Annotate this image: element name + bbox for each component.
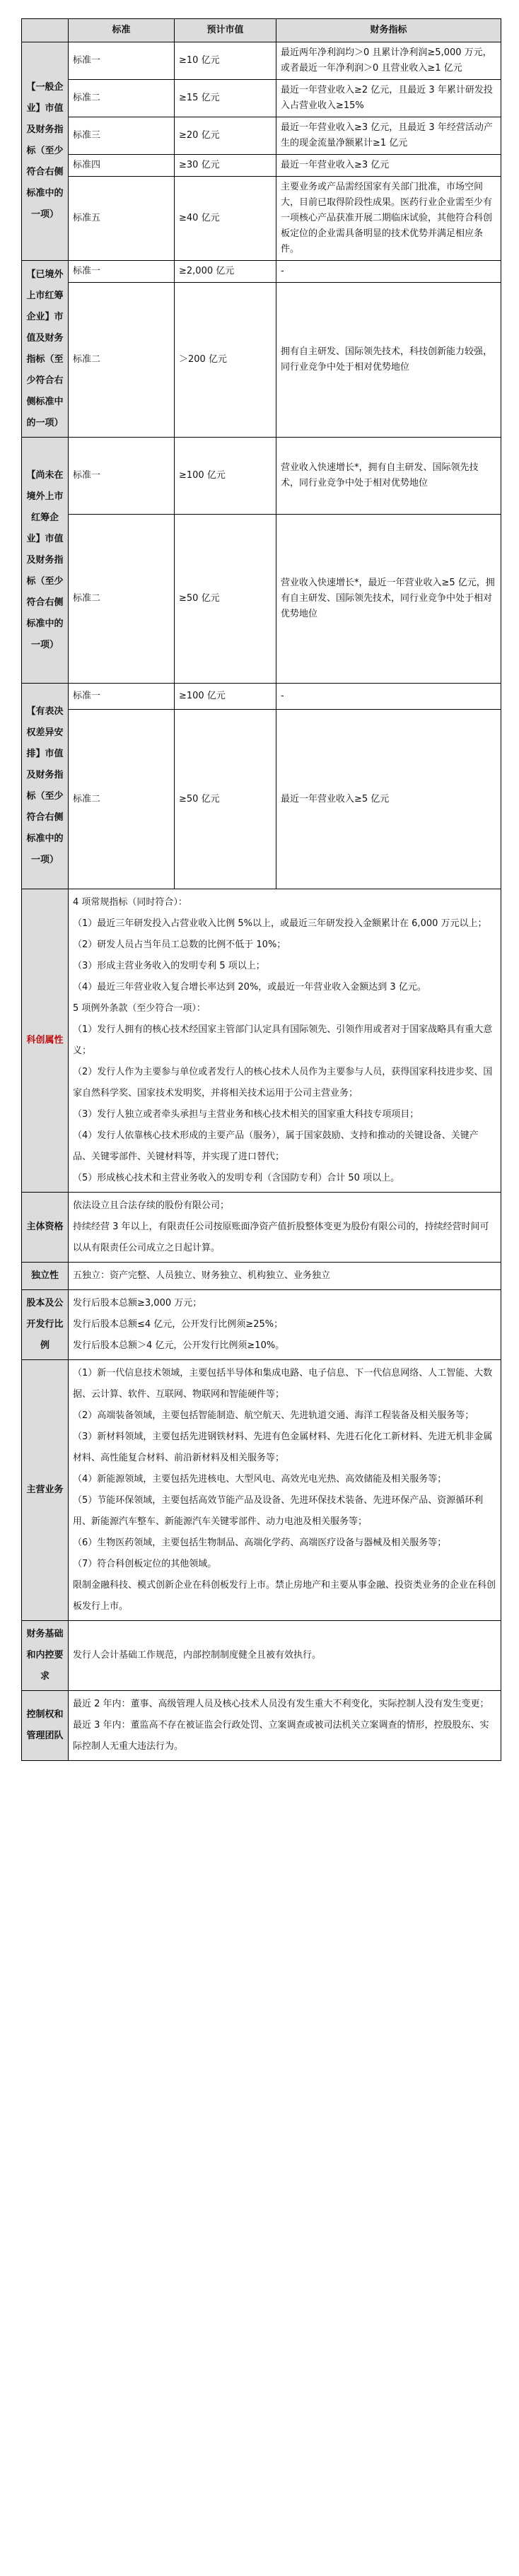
financial-cell: - bbox=[276, 684, 501, 710]
kechuang-line: （4）最近三年营业收入复合增长率达到 20%，或最近一年营业收入金额达到 3 亿元。 bbox=[73, 982, 426, 993]
subject-content bbox=[69, 1193, 501, 1263]
kechuang-line: （1）最近三年研发投入占营业收入比例 5%以上，或最近三年研发投入金额累计在 6,000 万元以上； bbox=[73, 918, 487, 929]
table-row bbox=[22, 1263, 501, 1290]
equity-content bbox=[69, 1290, 501, 1360]
equity-line: 发行后股本总额＞4 亿元，公开发行比例须≥10%。 bbox=[73, 1340, 285, 1351]
standard-cell: 标准四 bbox=[69, 155, 175, 177]
table-header-row bbox=[22, 19, 501, 42]
market-cap-cell: ≥40 亿元 bbox=[175, 177, 276, 261]
financial-cell: 最近一年营业收入≥3 亿元 bbox=[276, 155, 501, 177]
header-blank bbox=[22, 19, 69, 42]
kechuang-line: （5）形成核心技术和主营业务收入的发明专利（含国防专利）合计 50 项以上。 bbox=[73, 1173, 400, 1183]
category-vote-diff: 【有表决权差异安排】市值及财务指标（至少符合右侧标准中的一项） bbox=[22, 684, 69, 889]
subject-line: 依法设立且合法存续的股份有限公司； bbox=[73, 1200, 230, 1211]
table-row bbox=[22, 155, 501, 177]
financial-cell: 最近一年营业收入≥3 亿元，且最近 3 年经营活动产生的现金流量净额累计≥1 亿元 bbox=[276, 117, 501, 155]
equity-line: 发行后股本总额≥3,000 万元； bbox=[73, 1298, 202, 1309]
table-row bbox=[22, 515, 501, 684]
business-line: （7）符合科创板定位的其他领域。 bbox=[73, 1559, 217, 1569]
business-line: （2）高端装备领域，主要包括智能制造、航空航天、先进轨道交通、海洋工程装备及相关服务等； bbox=[73, 1410, 474, 1421]
table-row bbox=[22, 1360, 501, 1621]
header-standard: 标准 bbox=[69, 19, 175, 42]
business-line: 限制金融科技、模式创新企业在科创板发行上市。禁止房地产和主要从事金融、投资类业务的企业在科创板发行上市。 bbox=[73, 1580, 496, 1612]
market-cap-cell: ≥50 亿元 bbox=[175, 710, 276, 889]
standard-cell: 标准一 bbox=[69, 684, 175, 710]
table-row bbox=[22, 117, 501, 155]
market-cap-cell: ≥100 亿元 bbox=[175, 684, 276, 710]
market-cap-cell: ≥100 亿元 bbox=[175, 438, 276, 515]
standard-cell: 标准二 bbox=[69, 515, 175, 684]
category-independence: 独立性 bbox=[22, 1263, 69, 1290]
market-cap-cell: ≥10 亿元 bbox=[175, 42, 276, 80]
category-unlisted-redchip: 【尚未在境外上市红筹企业】市值及财务指标（至少符合右侧标准中的一项） bbox=[22, 438, 69, 684]
financial-cell: 主要业务或产品需经国家有关部门批准，市场空间大，目前已取得阶段性成果。医药行业企业需至少有一项核心产品获准开展二期临床试验，其他符合科创板定位的企业需具备明显的技术优势并满足相应条件。 bbox=[276, 177, 501, 261]
category-general: 【一般企业】市值及财务指标（至少符合右侧标准中的一项） bbox=[22, 42, 69, 261]
financial-cell: 营业收入快速增长*，拥有自主研发、国际领先技术，同行业竞争中处于相对优势地位 bbox=[276, 438, 501, 515]
equity-line: 发行后股本总额≤4 亿元，公开发行比例须≥25%； bbox=[73, 1319, 284, 1330]
market-cap-cell: ≥20 亿元 bbox=[175, 117, 276, 155]
control-content bbox=[69, 1691, 501, 1761]
standard-cell: 标准五 bbox=[69, 177, 175, 261]
standard-cell: 标准一 bbox=[69, 438, 175, 515]
standard-cell: 标准二 bbox=[69, 710, 175, 889]
table-row bbox=[22, 1621, 501, 1691]
category-business: 主营业务 bbox=[22, 1360, 69, 1621]
market-cap-cell: ≥15 亿元 bbox=[175, 80, 276, 117]
table-row bbox=[22, 283, 501, 438]
requirements-table bbox=[21, 18, 501, 1761]
kechuang-content bbox=[69, 889, 501, 1193]
financial-cell: - bbox=[276, 261, 501, 283]
subject-line: 持续经营 3 年以上，有限责任公司按原账面净资产值折股整体变更为股份有限公司的，持续经营时间可以从有限责任公司成立之日起计算。 bbox=[73, 1222, 489, 1253]
business-line: （1）新一代信息技术领域，主要包括半导体和集成电路、电子信息、下一代信息网络、人工智能、大数据、云计算、软件、互联网、物联网和智能硬件等； bbox=[73, 1368, 493, 1400]
category-equity: 股本及公开发行比例 bbox=[22, 1290, 69, 1360]
kechuang-line: （1）发行人拥有的核心技术经国家主管部门认定具有国际领先、引领作用或者对于国家战略具有重大意义； bbox=[73, 1024, 493, 1056]
financial-cell: 最近一年营业收入≥2 亿元，且最近 3 年累计研发投入占营业收入≥15% bbox=[276, 80, 501, 117]
category-kechuang: 科创属性 bbox=[22, 889, 69, 1193]
market-cap-cell: ≥2,000 亿元 bbox=[175, 261, 276, 283]
kechuang-line: （4）发行人依靠核心技术形成的主要产品（服务），属于国家鼓励、支持和推动的关键设备、关键产品、关键零部件、关键材料等，并实现了进口替代； bbox=[73, 1130, 479, 1162]
table-row bbox=[22, 710, 501, 889]
table-row bbox=[22, 889, 501, 1193]
category-listed-redchip: 【已境外上市红筹企业】市值及财务指标（至少符合右侧标准中的一项） bbox=[22, 261, 69, 438]
table-row bbox=[22, 261, 501, 283]
category-subject: 主体资格 bbox=[22, 1193, 69, 1263]
financial-cell: 最近一年营业收入≥5 亿元 bbox=[276, 710, 501, 889]
standard-cell: 标准一 bbox=[69, 42, 175, 80]
kechuang-line: （2）研发人员占当年员工总数的比例不低于 10%； bbox=[73, 939, 286, 950]
kechuang-line: （3）形成主营业务收入的发明专利 5 项以上； bbox=[73, 961, 265, 971]
control-line: 最近 2 年内：董事、高级管理人员及核心技术人员没有发生重大不利变化，实际控制人没有发生变更； bbox=[73, 1699, 489, 1709]
kechuang-line: 4 项常规指标（同时符合）： bbox=[73, 897, 187, 908]
business-line: （3）新材料领域，主要包括先进钢铁材料、先进有色金属材料、先进石化化工新材料、先进无机非金属材料、高性能复合材料、前沿新材料及相关服务等； bbox=[73, 1432, 493, 1463]
header-financial-indicator: 财务指标 bbox=[276, 19, 501, 42]
standard-cell: 标准一 bbox=[69, 261, 175, 283]
table-row bbox=[22, 177, 501, 261]
financial-cell: 拥有自主研发、国际领先技术，科技创新能力较强，同行业竞争中处于相对优势地位 bbox=[276, 283, 501, 438]
business-line: （4）新能源领域，主要包括先进核电、大型风电、高效光电光热、高效储能及相关服务等； bbox=[73, 1474, 447, 1485]
business-line: （5）节能环保领域，主要包括高效节能产品及设备、先进环保技术装备、先进环保产品、资源循环利用、新能源汽车整车、新能源汽车关键零部件、动力电池及相关服务等； bbox=[73, 1495, 484, 1527]
table-row bbox=[22, 1193, 501, 1263]
header-market-cap: 预计市值 bbox=[175, 19, 276, 42]
standard-cell: 标准二 bbox=[69, 283, 175, 438]
table-row bbox=[22, 1290, 501, 1360]
table-row bbox=[22, 438, 501, 515]
standard-cell: 标准三 bbox=[69, 117, 175, 155]
standard-cell: 标准二 bbox=[69, 80, 175, 117]
kechuang-line: （3）发行人独立或者牵头承担与主营业务和核心技术相关的国家重大科技专项项目； bbox=[73, 1109, 419, 1120]
financial-cell: 营业收入快速增长*，最近一年营业收入≥5 亿元，拥有自主研发、国际领先技术，同行业竞争中处于相对优势地位 bbox=[276, 515, 501, 684]
finance-base-content: 发行人会计基础工作规范，内部控制制度健全且被有效执行。 bbox=[69, 1621, 501, 1691]
table-row bbox=[22, 80, 501, 117]
table-row bbox=[22, 1691, 501, 1761]
category-finance-base: 财务基础和内控要求 bbox=[22, 1621, 69, 1691]
market-cap-cell: ≥50 亿元 bbox=[175, 515, 276, 684]
kechuang-line: （2）发行人作为主要参与单位或者发行人的核心技术人员作为主要参与人员，获得国家科技进步奖、国家自然科学奖、国家技术发明奖，并将相关技术运用于公司主营业务； bbox=[73, 1067, 493, 1099]
category-control: 控制权和管理团队 bbox=[22, 1691, 69, 1761]
market-cap-cell: ＞200 亿元 bbox=[175, 283, 276, 438]
market-cap-cell: ≥30 亿元 bbox=[175, 155, 276, 177]
requirements-sheet bbox=[21, 18, 501, 1761]
financial-cell: 最近两年净利润均＞0 且累计净利润≥5,000 万元，或者最近一年净利润＞0 且营业收入≥1 亿元 bbox=[276, 42, 501, 80]
control-line: 最近 3 年内：董监高不存在被证监会行政处罚、立案调查或被司法机关立案调查的情形，控股股东、实际控制人无重大违法行为。 bbox=[73, 1720, 489, 1752]
independence-content: 五独立：资产完整、人员独立、财务独立、机构独立、业务独立 bbox=[69, 1263, 501, 1290]
table-row bbox=[22, 42, 501, 80]
table-row bbox=[22, 684, 501, 710]
business-content bbox=[69, 1360, 501, 1621]
business-line: （6）生物医药领域，主要包括生物制品、高端化学药、高端医疗设备与器械及相关服务等； bbox=[73, 1538, 447, 1548]
kechuang-line: 5 项例外条款（至少符合一项）： bbox=[73, 1003, 206, 1014]
